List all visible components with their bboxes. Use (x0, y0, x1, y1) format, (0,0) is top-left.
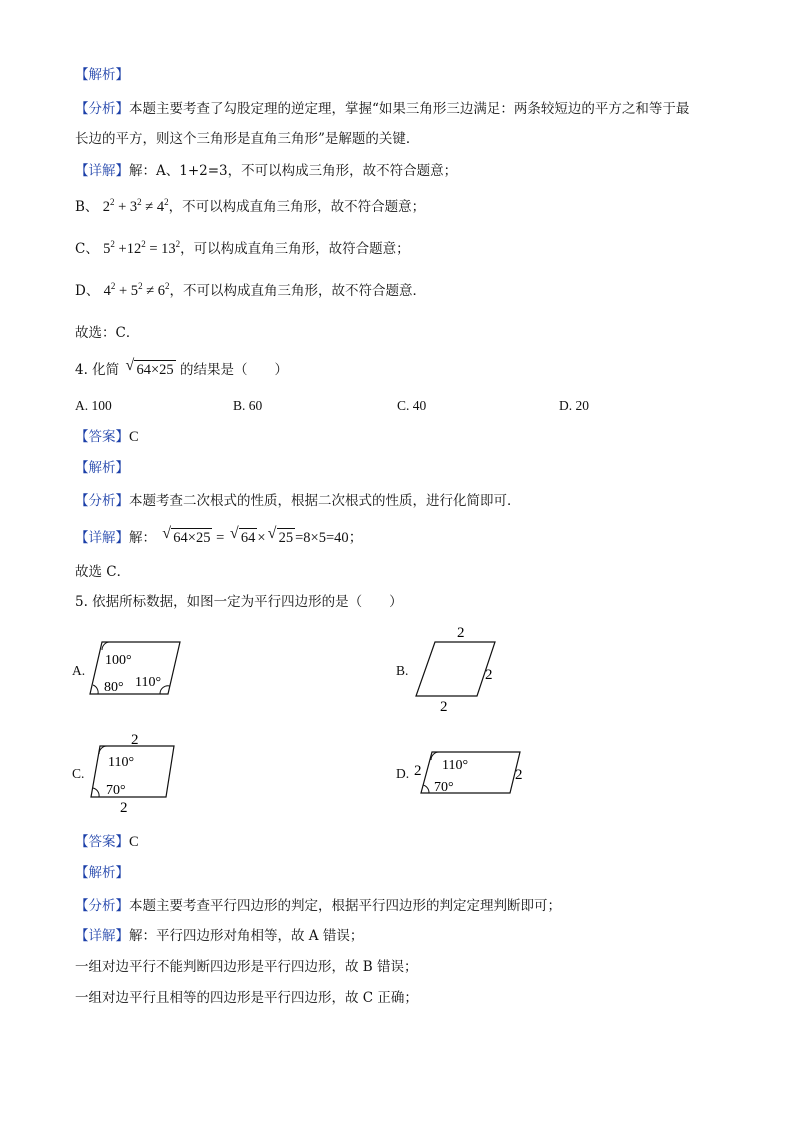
detail-tag: 【详解】 (75, 163, 129, 179)
q4-option-d: D. 20 (559, 398, 589, 413)
formula-d: $4^2 + 5^2 \ne 6^2$ (103, 281, 170, 299)
analysis-line-1: 【分析】本题主要考查了勾股定理的逆定理，掌握“如果三角形三边满足：两条较短边的平方之和等于最 (75, 101, 690, 117)
fig-a-angle-br: 110° (135, 675, 162, 690)
q4-analysis: 【分析】本题考查二次根式的性质，根据二次根式的性质，进行化简即可． (75, 493, 521, 509)
fig-b-label: B. (396, 663, 409, 678)
detail-line-c: C、 $5^2 +12^2 = 13^2$，可以构成直角三角形，故符合题意； (75, 239, 410, 257)
fig-a-label: A. (72, 663, 86, 678)
fig-b-right: 2 (485, 667, 493, 683)
jiexi-heading-1: 【解析】 (75, 67, 129, 83)
fig-c-label: C. (72, 766, 85, 781)
q4-option-a: A. 100 (75, 398, 112, 413)
figure-d (412, 745, 532, 800)
fig-d-right: 2 (515, 767, 523, 783)
q4-detail: 【详解】解： √ 64×25 = √ 64 × √ 25 =8×5=40； (75, 525, 364, 546)
detail-line-d: D、 $4^2 + 5^2 \ne 6^2$，不可以构成直角三角形，故不符合题意． (75, 281, 427, 299)
analysis-line-2: 长边的平方，则这个三角形是直角三角形”是解题的关键． (75, 131, 420, 147)
q5-stem: 5. 依据所标数据，如图一定为平行四边形的是（ ） (75, 594, 403, 610)
q5-detail-3: 一组对边平行且相等的四边形是平行四边形，故 C 正确； (75, 990, 418, 1006)
fig-a-angle-top: 100° (105, 653, 132, 668)
formula-c: $5^2 +12^2 = 13^2$ (103, 239, 181, 257)
q4-jiexi: 【解析】 (75, 460, 129, 476)
analysis-tag: 【分析】 (75, 101, 129, 117)
figure-a (88, 638, 188, 698)
q5-analysis: 【分析】本题主要考查平行四边形的判定，根据平行四边形的判定定理判断即可； (75, 898, 561, 914)
q4-option-c: C. 40 (397, 398, 427, 413)
fig-d-left: 2 (414, 763, 422, 779)
conclusion-1: 故选：C． (75, 325, 140, 341)
q5-jiexi: 【解析】 (75, 865, 129, 881)
q5-detail-1: 【详解】解：平行四边形对角相等，故 A 错误； (75, 928, 364, 944)
fig-d-angle-top: 110° (442, 758, 469, 773)
figure-c (88, 730, 188, 816)
fig-c-top: 2 (131, 732, 139, 748)
q5-answer: 【答案】C (75, 834, 139, 850)
figure-b (410, 622, 505, 714)
fig-c-bottom: 2 (120, 800, 128, 816)
q4-option-b: B. 60 (233, 398, 263, 413)
q4-stem: 4. 化简 √ 64×25 的结果是（ ） (75, 357, 288, 378)
fig-c-angle-bottom: 70° (106, 783, 126, 798)
q4-answer: 【答案】C (75, 429, 139, 445)
sqrt-icon: √ 64×25 (125, 357, 174, 378)
fig-a-angle-bl: 80° (104, 680, 124, 695)
formula-b: $2^2 + 3^2 \ne 4^2$ (102, 197, 169, 215)
fig-c-angle-top: 110° (108, 755, 135, 770)
fig-b-bottom: 2 (440, 699, 448, 714)
detail-line-b: B、 $2^2 + 3^2 \ne 4^2$，不可以构成直角三角形，故不符合题意； (75, 197, 426, 215)
fig-d-label: D. (396, 766, 410, 781)
fig-d-angle-bottom: 70° (434, 780, 454, 795)
detail-line-a: 【详解】解：A、1+2=3，不可以构成三角形，故不符合题意； (75, 163, 458, 179)
q5-detail-2: 一组对边平行不能判断四边形是平行四边形，故 B 错误； (75, 959, 418, 975)
q4-conclusion: 故选 C． (75, 564, 131, 580)
fig-b-top: 2 (457, 625, 465, 641)
